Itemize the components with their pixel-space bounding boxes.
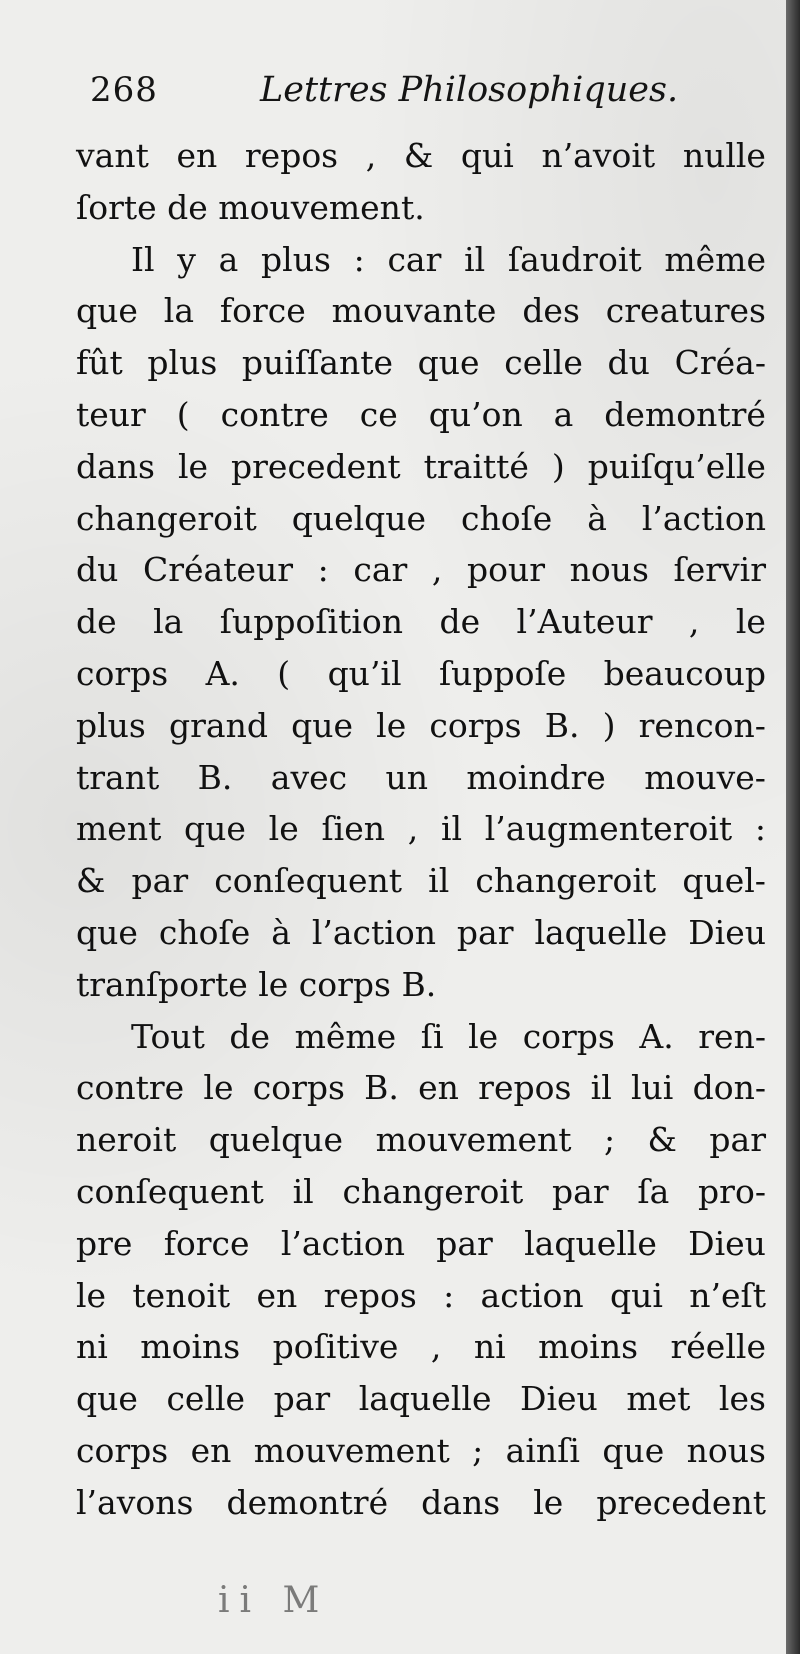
text-line: corps en mouvement ; ainſi que nous [76,1430,766,1470]
page-number: 268 [90,70,158,110]
text-line: ment que le ſien , il l’augmenteroit : [76,809,766,849]
text-line: teur ( contre ce qu’on a demontré [76,394,766,434]
text-line: Il y a plus : car il ſaudroit même [131,239,766,279]
text-line: que la force mouvante des creatures [76,291,766,331]
signature-mark: ii M [218,1580,330,1621]
text-line: changeroit quelque choſe à l’action [76,498,766,538]
text-line: tranſporte le corps B. [76,964,437,1004]
text-line: conſequent il changeroit par ſa pro- [76,1171,766,1211]
text-line: l’avons demontré dans le precedent [76,1482,766,1522]
text-line: que choſe à l’action par laquelle Dieu [76,912,766,952]
text-line: que celle par laquelle Dieu met les [76,1379,766,1419]
text-line: de la ſuppoſition de l’Auteur , le [76,602,766,642]
text-line: pre force l’action par laquelle Dieu [76,1223,766,1263]
text-line: Tout de même ſi le corps A. ren- [131,1016,766,1056]
text-line: & par conſequent il changeroit quel- [76,861,766,901]
text-line: corps A. ( qu’il ſuppoſe beaucoup [76,653,766,693]
text-line: plus grand que le corps B. ) rencon- [76,705,766,745]
text-line: du Créateur : car , pour nous ſervir [76,550,766,590]
text-line: contre le corps B. en repos il lui don- [76,1068,766,1108]
text-line: dans le precedent traitté ) puiſqu’elle [76,446,766,486]
running-title: Lettres Philosophiques. [260,70,679,110]
text-line: ſorte de mouvement. [76,187,425,227]
page-header [90,66,690,116]
text-line: trant B. avec un moindre mouve- [76,757,766,797]
text-line: neroit quelque mouvement ; & par [76,1120,766,1160]
text-line: ni moins poſitive , ni moins réelle [76,1327,766,1367]
text-line: fût plus puiſſante que celle du Créa- [76,343,766,383]
page-edge-shadow [786,0,800,1654]
text-line: vant en repos , & qui n’avoit nulle [76,136,766,175]
text-line: le tenoit en repos : action qui n’eſt [76,1275,766,1315]
body-text [76,130,766,1529]
